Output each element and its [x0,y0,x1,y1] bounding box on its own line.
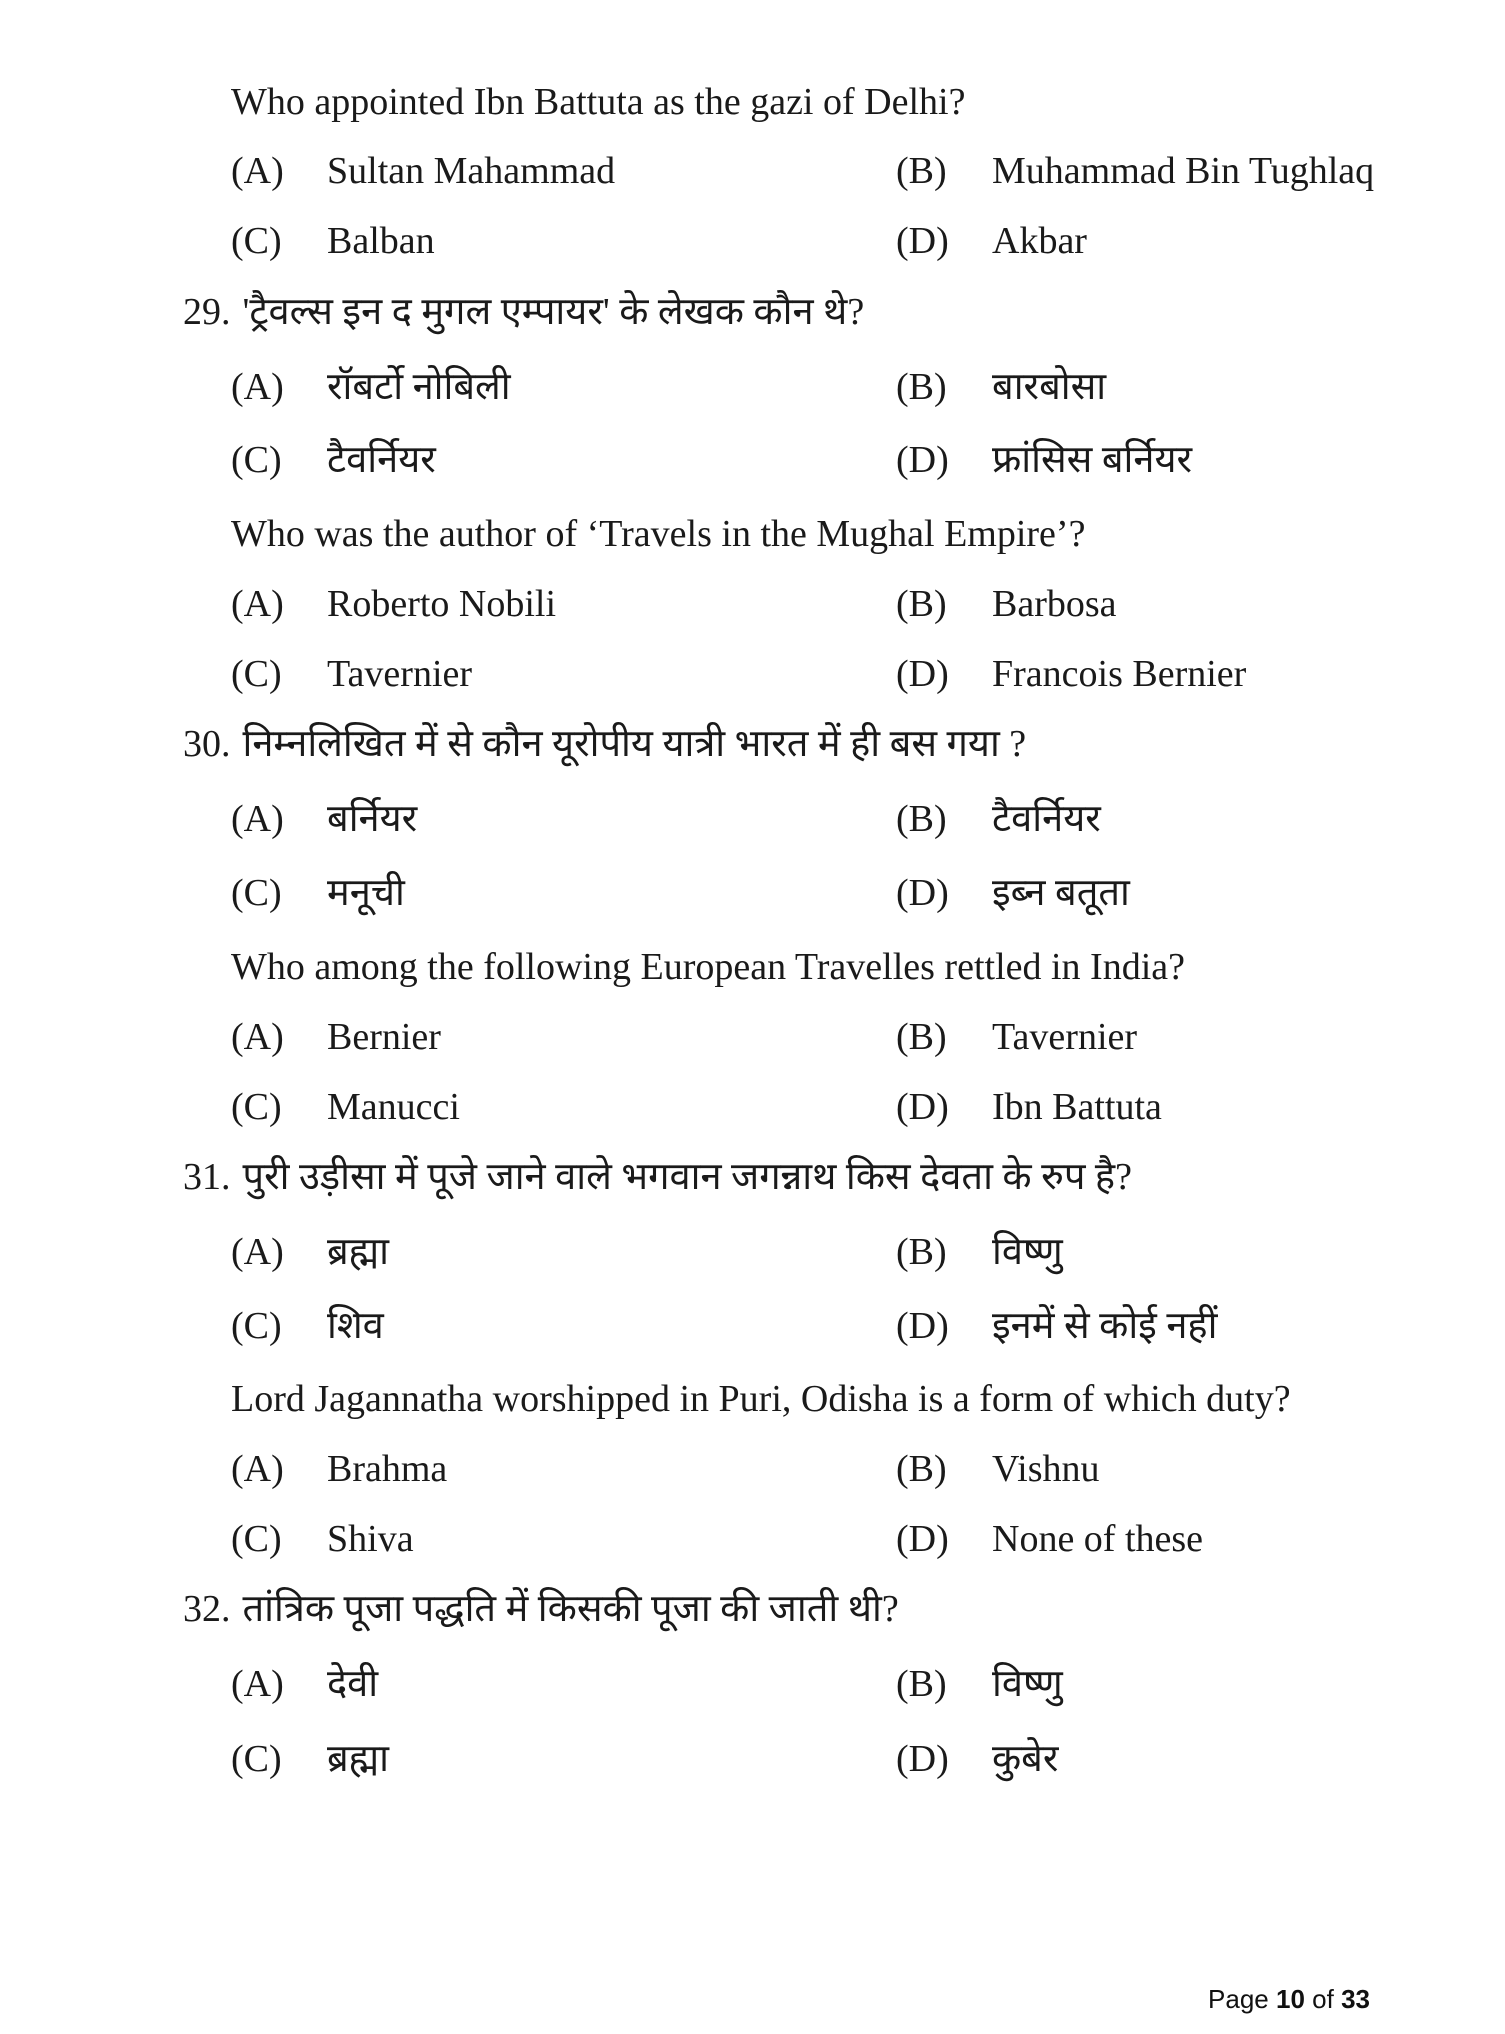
option-text: Vishnu [992,1448,1100,1490]
option-label: (A) [231,1016,284,1058]
question-number: 32. [183,1588,231,1630]
option-text: Akbar [992,220,1087,262]
question-text-en: Who among the following European Travelles rettled in India? [231,946,1185,988]
option-row [0,1515,1505,1563]
option-text: कुबेर [992,1738,1059,1780]
option-label: (C) [231,220,282,262]
option-text: देवी [327,1663,379,1705]
option-row [0,436,1505,484]
option-row [0,363,1505,411]
question-text-en: Lord Jagannatha worshipped in Puri, Odisha is a form of which duty? [231,1378,1291,1420]
option-text: बारबोसा [992,366,1107,408]
option-label: (B) [896,1663,947,1705]
option-row [0,1735,1505,1783]
option-text: Roberto Nobili [327,583,557,625]
option-text: Muhammad Bin Tughlaq [992,150,1375,192]
option-row [0,650,1505,698]
option-label: (C) [231,1086,282,1128]
option-row [0,1302,1505,1350]
option-label: (D) [896,653,949,695]
question-text-en: Who appointed Ibn Battuta as the gazi of Delhi? [231,81,966,123]
option-text: Barbosa [992,583,1117,625]
option-row [0,1660,1505,1708]
option-text: Tavernier [992,1016,1138,1058]
option-text: ब्रह्मा [327,1231,389,1273]
option-label: (A) [231,1663,284,1705]
option-row [0,795,1505,843]
option-text: शिव [327,1305,384,1347]
option-label: (B) [896,798,947,840]
option-label: (C) [231,1738,282,1780]
option-label: (D) [896,1086,949,1128]
option-text: रॉबर्टो नोबिली [327,366,511,408]
option-text: ब्रह्मा [327,1738,389,1780]
option-label: (D) [896,872,949,914]
question-number: 29. [183,291,231,333]
option-label: (B) [896,1231,947,1273]
option-label: (A) [231,1231,284,1273]
question-body: तांत्रिक पूजा पद्धति में किसकी पूजा की जाती थी? [242,1588,899,1630]
option-label: (D) [896,220,949,262]
option-label: (C) [231,1518,282,1560]
option-label: (C) [231,439,282,481]
question-body: 'ट्रैवल्स इन द मुगल एम्पायर' के लेखक कौन थे? [242,291,865,333]
option-text: इनमें से कोई नहीं [992,1305,1218,1347]
question-text-hi [183,1153,1132,1201]
question-text-en: Who was the author of ‘Travels in the Mughal Empire’? [231,513,1086,555]
option-text: None of these [992,1518,1204,1560]
question-number: 31. [183,1156,231,1198]
option-text: Bernier [327,1016,441,1058]
option-label: (D) [896,1738,949,1780]
option-row [0,217,1505,265]
option-label: (B) [896,150,947,192]
page-number: 10 [1276,1984,1305,2014]
option-text: फ्रांसिस बर्नियर [992,439,1193,481]
total-pages: 33 [1341,1984,1370,2014]
option-row [0,147,1505,195]
option-label: (D) [896,1518,949,1560]
option-row [0,580,1505,628]
option-row [0,1228,1505,1276]
question-number: 30. [183,723,231,765]
option-label: (B) [896,1448,947,1490]
option-label: (B) [896,366,947,408]
option-text: बर्नियर [327,798,418,840]
option-text: Sultan Mahammad [327,150,616,192]
question-text-hi [183,288,864,336]
option-label: (D) [896,1305,949,1347]
option-text: Ibn Battuta [992,1086,1162,1128]
option-label: (D) [896,439,949,481]
option-text: मनूची [327,872,405,914]
question-text-hi [183,720,1026,768]
option-label: (A) [231,798,284,840]
question-body: निम्नलिखित में से कौन यूरोपीय यात्री भारत में ही बस गया ? [242,723,1027,765]
option-label: (C) [231,1305,282,1347]
page-word: Page [1208,1984,1269,2014]
option-text: Shiva [327,1518,414,1560]
option-label: (C) [231,872,282,914]
option-label: (A) [231,366,284,408]
option-row [0,1013,1505,1061]
option-label: (B) [896,1016,947,1058]
option-label: (B) [896,583,947,625]
option-text: Balban [327,220,435,262]
option-text: Brahma [327,1448,448,1490]
option-row [0,1445,1505,1493]
option-text: विष्णु [992,1663,1063,1705]
option-label: (A) [231,1448,284,1490]
option-label: (A) [231,583,284,625]
option-text: इब्न बतूता [992,872,1130,914]
option-text: विष्णु [992,1231,1063,1273]
question-body: पुरी उड़ीसा में पूजे जाने वाले भगवान जगन्नाथ किस देवता के रुप है? [242,1156,1132,1198]
option-row [0,1083,1505,1131]
question-text-hi [183,1585,899,1633]
page-footer [1208,1983,1370,2015]
option-text: Tavernier [327,653,473,695]
option-text: टैवर्नियर [327,439,436,481]
option-text: Manucci [327,1086,460,1128]
option-label: (C) [231,653,282,695]
option-text: टैवर्नियर [992,798,1101,840]
of-word: of [1312,1984,1334,2014]
option-row [0,869,1505,917]
option-label: (A) [231,150,284,192]
option-text: Francois Bernier [992,653,1247,695]
